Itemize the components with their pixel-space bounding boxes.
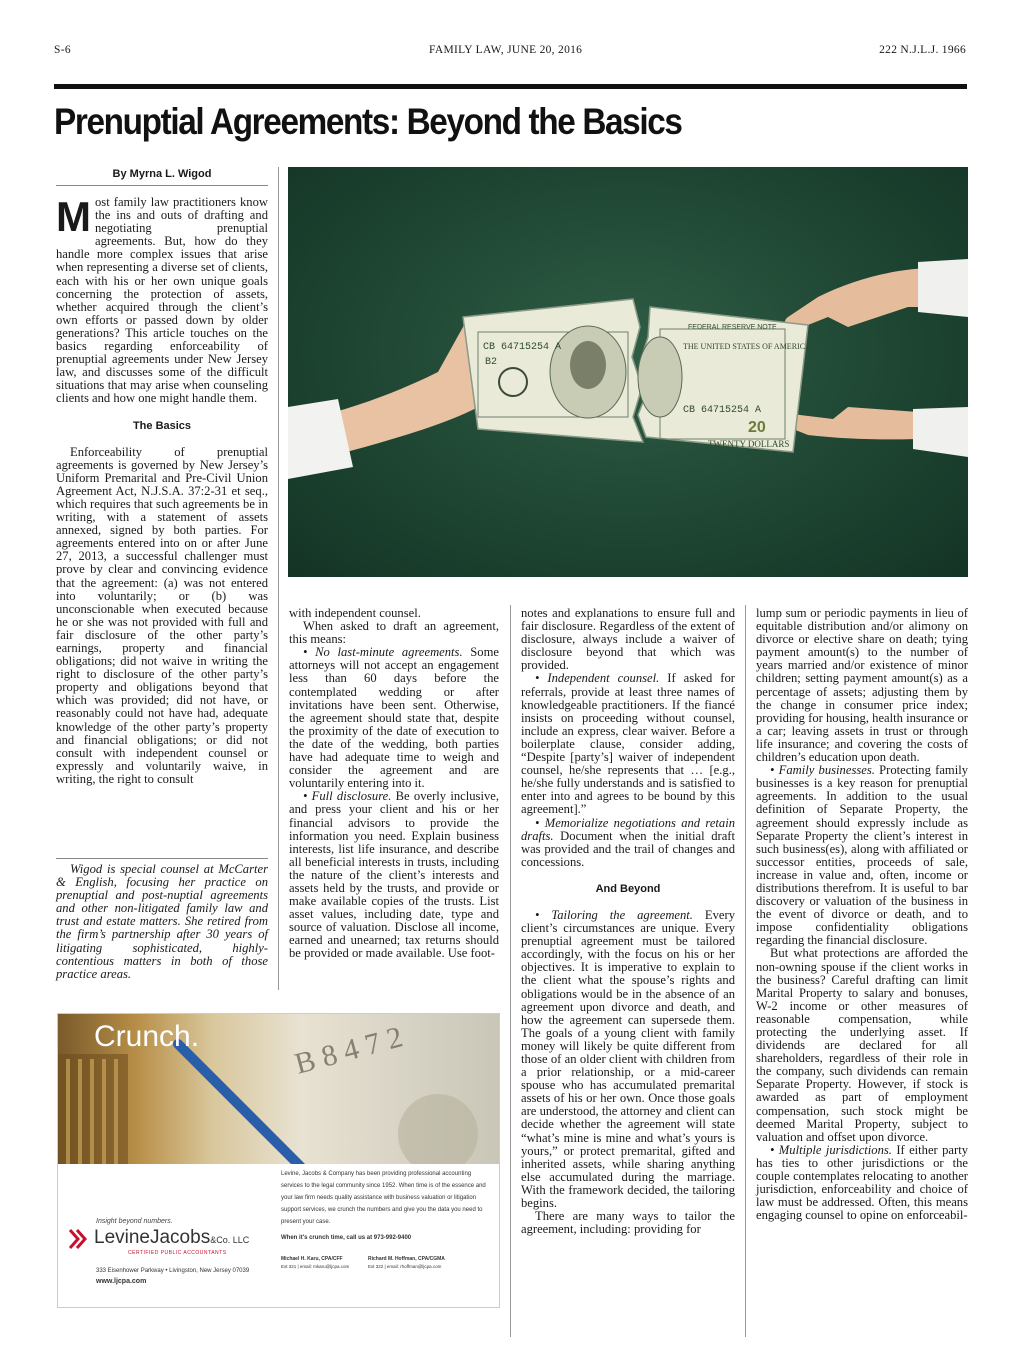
bill-federal-reserve: FEDERAL RESERVE NOTE [688,324,777,331]
col2-intro: When asked to draft an agreement, this means: [289,619,499,647]
independent-counsel-item: • Independent counsel. If asked for referrals, provide at least three names of knowledgeable practitioners. If the fiancé insists on proceeding without counsel, include an express, clear waiver. Before a boilerplate clause, consider adding, “Despite [party’s] waiver of independent counsel, he/she represents that … [e.g., he/she fully understands and is satisfied to enter into and agrees to be bound by this agreement].” [521,671,735,817]
ad-address: 333 Eisenhower Parkway • Livingston, New Jersey 07039 [96,1268,250,1274]
column-1 [56,193,268,786]
col4-continuation: lump sum or periodic payments in lieu of equitable distribution and/or alimony on divorce or elective share on death; tying payment amount(s) to the number of years married and/or existence of minor children; setting payment amount(s) as a percentage of assets; adjusting them by the change in consumer price index; providing for housing, health insurance or a car; leaving assets in trust or through life insurance; and covering the costs of children’s education upon death. [756,606,968,765]
ad-banner-image [58,1014,499,1174]
torn-twenty-dollar-bill-photo [288,167,968,577]
column-divider-3 [745,605,746,1337]
bill-code: B2 [485,357,498,368]
article-title: Prenuptial Agreements: Beyond the Basics [54,101,682,142]
ad-headline: Crunch. [94,1020,200,1053]
basics-paragraph: Enforceability of prenuptial agreements is governed by New Jersey’s Uniform Premarital and Pre-Civil Union Agreement Act, N.J.S.A. 37:2-31 et seq., which requires that such agreements be in writing, with a statement of assets annexed, signed by both parties. For agreements entered into on or after June 27, 2013, a successful challenger must prove by clear and convincing evidence that the agreement: (a) was not entered into voluntarily; or (b) was unconscionable when executed because he or she was not provided with full and fair disclosure of the other party’s earnings, property and financial obligations; did not waive in writing the right to disclosure of the other party’s property and obligations beyond that which was provided; did not have, or reasonably could not have had, adequate knowledge of the other party’s property and financial obligations; or did not consult with independent counsel or expressly and voluntarily waive, in writing, the right to consult [56,444,268,786]
multiple-jurisdictions-item: • Multiple jurisdictions. If either party has ties to other jurisdictions or the couple contemplates relocating to another jurisdiction, enforceability and choice of law must be addressed. Often, this means engaging counsel to opine on enforceabil- [756,1142,968,1223]
ad-firm-sub: CERTIFIED PUBLIC ACCOUNTANTS [128,1250,227,1256]
drop-cap: M [56,193,91,240]
column-divider-2 [510,605,511,1337]
byline-rule [56,185,268,186]
page-number: S-6 [54,44,71,56]
subhead-basics: The Basics [132,419,192,432]
photo-illustration [288,167,968,577]
subhead-beyond: And Beyond [595,882,661,895]
col2-continuation: with independent counsel. [289,606,421,620]
pen-icon [178,1044,308,1174]
bill-serial-right: CB 64715254 A [683,405,762,416]
levine-jacobs-advertisement[interactable] [57,1013,500,1308]
ad-contact2-info[interactable]: Ext 322 | email: rhoffman@ljcpa.com [368,1264,442,1269]
column-3 [521,607,735,1236]
bill-denomination: 20 [748,419,766,436]
ad-body: Levine, Jacobs & Company has been providing professional accounting services to the legal community since 1952. When time is of the essence and your law firm needs quality assistance with business valuation or litigation support services, we crunch the numbers and give you the data you need to present your case. [281,1171,486,1225]
col3-continuation: notes and explanations to ensure full and fair disclosure. Regardless of the extent of disclosure, always include a waiver of disclosure beyond that which was provided. [521,606,735,673]
header-rule [54,84,967,89]
ad-call[interactable]: When it's crunch time, call us at 973-992-9400 [281,1235,412,1241]
column-2 [289,607,499,961]
protections-paragraph: But what protections are afforded the non-owning spouse if the client works in the business? Careful drafting can limit Marital Property to salary and bonuses, W-2 income or other measures of reasonable compensation, while protecting the underlying asset. If dividends are declared for all shareholders, regardless of their role in the company, such dividends can remain Separate Property. However, if stock is awarded as part of employment compensation, such stock might be deemed Marital Property, subject to valuation and offset upon divorce. [756,946,968,1144]
bill-twenty-dollars: TWENTY DOLLARS [708,439,790,449]
author-bio: Wigod is special counsel at McCarter & English, focusing her practice on prenuptial and post-nuptial agreements and other non-litigated family law and trust and estate matters. She retired from the firm’s partnership after 30 years of litigating sophisticated, highly-contentious matters in both of those practice areas. [56,862,268,981]
right-lower-sleeve [913,407,968,457]
byline: By Myrna L. Wigod [112,168,212,180]
intro-paragraph: Most family law practitioners know the ins and outs of drafting and negotiating prenuptial agreements. But, how do they handle more complex issues that arise when representing a diverse set of clients, each with his or her own unique goals concerning the protection of assets, whether acquired through the client’s own efforts or passed down by older generations? This article touches on the basics regarding enforceability of prenuptial agreements under New Jersey law, and discusses some of the difficult situations that may arise when counseling clients and how one might handle them. [56,193,268,406]
ad-firm-name: LevineJacobs&Co. LLC [94,1227,250,1248]
column-4 [756,607,968,1222]
ad-contact1-name: Michael H. Karu, CPA/CFF [281,1256,343,1262]
ad-contact2-name: Richard M. Hoffman, CPA/CGMA [368,1256,445,1262]
full-disclosure-item: • Full disclosure. Be overly inclusive, and press your client and his or her financial advisors to provide the information you need. Explain business interests, list life insurance, and describe all beneficial interests in trusts, including the nature of the client’s interests and assets held by the trusts, and provide or make available copies of the trusts. List asset values, including date, type and source of valuation. Disclose all income, earned and unearned; tax returns should be provided or made available. Use foot- [289,789,499,961]
bill-serial-left: CB 64715254 A [483,342,562,353]
publication-date: FAMILY LAW, JUNE 20, 2016 [429,44,583,56]
ad-contact1-info[interactable]: Ext 321 | email: mkaru@ljcpa.com [281,1264,350,1269]
column-divider-1 [278,167,279,990]
right-upper-sleeve [918,259,968,317]
tailoring-item: • Tailoring the agreement. Every client’s circumstances are unique. Every prenuptial agreement must be tailored accordingly, with the focus on his or her objectives. It is imperative to explain to the client what the spouse’s rights and obligations would be in the absence of an agreement upon divorce and death, and how the agreement can supersede them. The goals of a young client with family money will likely be quite different from those of an older client with children from a prior relationship, or a mid-career spouse who has accumulated premarital assets of his or her own. Once those goals are understood, the attorney and client can decide whether the agreement will state “what’s mine is mine and what’s yours is yours,” or protect premarital, gifted and inherited assets, while sharing anything else accumulated during the marriage. With the framework decided, the tailoring begins. [521,907,736,1211]
memorialize-item: • Memorialize negotiations and retain drafts. Document when the initial draft was provided and the trail of changes and concessions. [521,815,735,869]
citation: 222 N.J.L.J. 1966 [879,44,966,56]
bill-usa: THE UNITED STATES OF AMERICA [683,342,811,351]
firm-logo-icon [68,1226,94,1252]
ad-tagline: Insight beyond numbers. [96,1218,173,1225]
ad-bill-numbers: B 8 4 7 2 [291,1020,407,1081]
tailor-ways-paragraph: There are many ways to tailor the agreement, including: providing for [521,1209,735,1237]
family-businesses-item: • Family businesses. Protecting family businesses is a key reason for prenuptial agreements. In addition to the usual definition of Separate Property, the agreement should expressly include as Separate Property the client’s interest in such business(es), along with affiliated or successor entities, proceeds of sale, increase in value and, often, income or distributions therefrom. It is useful to bar discovery or valuation of the business in the event of divorce or death, and to impose confidentiality obligations regarding the financial disclosure. [756,763,969,948]
ad-website[interactable]: www.ljcpa.com [96,1278,147,1285]
bio-rule [56,858,268,859]
no-last-minute-item: • No last-minute agreements. Some attorneys will not accept an engagement less than 60 days before the contemplated wedding or after invitations have been sent. Otherwise, the agreement should state that, despite the proximity of the date of execution to the date of the wedding, both parties have had adequate time to weigh and consider the agreement and are voluntarily entering into it. [289,645,499,791]
